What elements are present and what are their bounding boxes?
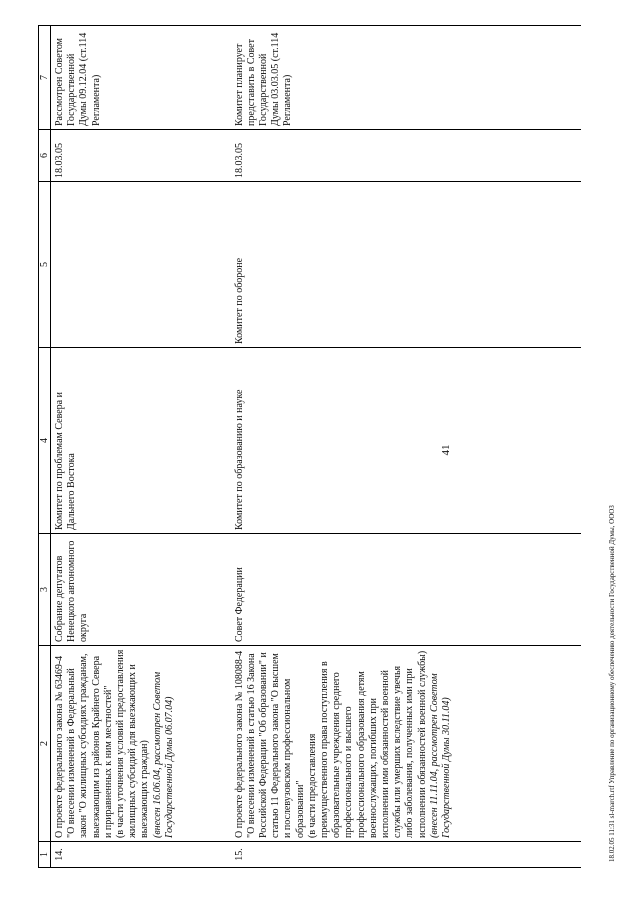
- legislation-table: [38, 25, 581, 868]
- committee-cell: Комитет по проблемам Севера и Дальнего Востока: [51, 348, 231, 534]
- column-header: 5: [39, 182, 51, 348]
- status-cell: Рассмотрен Советом Государственной Думы 09.12.04 (ст.114 Регламента): [51, 26, 231, 130]
- project-title: "О внесении изменений в статью 16 Закона Российской Федерации "Об образовании" и статью 11 Федерального закона "О высшем и послевузовском профессиональном образовании": [245, 652, 306, 838]
- header-row: [39, 26, 51, 868]
- date-cell: 18.03.05: [231, 130, 581, 182]
- project-cell: [231, 646, 581, 842]
- table-row: [231, 26, 581, 868]
- project-intro: О проекте федерального закона № 108088-4: [233, 650, 245, 838]
- table-row: [51, 26, 231, 868]
- initiator-cell: Совет Федерации: [231, 534, 581, 646]
- column-header: 2: [39, 646, 51, 842]
- page-number: 41: [440, 444, 452, 456]
- project-scope: (в части уточнения условий предоставления жилищных субсидий для выезжающих и выезжающих граждан): [115, 649, 151, 838]
- project-title: "О внесении изменений в Федеральный закон "О жилищных субсидиях гражданам, выезжающим из районов Крайнего Севера и приравненных к ним местностей": [66, 653, 114, 838]
- column-header: 4: [39, 348, 51, 534]
- co-committee-cell: Комитет по обороне: [231, 182, 581, 348]
- status-cell: Комитет планирует представить в Совет Государственной Думы 03.03.05 (ст.114 Регламента): [231, 26, 581, 130]
- project-note: (внесен 16.06.04, рассмотрен Советом Государственной Думы 06.07.04): [151, 671, 175, 838]
- row-number: 15.: [231, 842, 581, 868]
- project-intro: О проекте федерального закона № 63469-4: [54, 655, 65, 838]
- project-cell: [51, 646, 231, 842]
- initiator-cell: Собрание депутатов Ненецкого автономного округа: [51, 534, 231, 646]
- co-committee-cell: [51, 182, 231, 348]
- date-cell: 18.03.05: [51, 130, 231, 182]
- row-number: 14.: [51, 842, 231, 868]
- footer-text: 18.02.05 11:31 sl-march.rtf Управление по организационному обеспечению деятельности Государственной Думы, ОООЗ: [608, 505, 616, 862]
- column-header: 7: [39, 26, 51, 130]
- column-header: 3: [39, 534, 51, 646]
- column-header: 1: [39, 842, 51, 868]
- committee-cell: Комитет по образованию и науке: [231, 348, 581, 534]
- column-header: 6: [39, 130, 51, 182]
- project-note: (внесен 11.11.04, рассмотрен Советом Государственной Думы 30.11.04): [428, 673, 452, 838]
- project-scope: (в части предоставления преимущественного права поступления в образовательные учреждения среднего профессионального и высшего профессионального образования детям военнослужащих, погибших при исполнении ими обязанностей военной службы или умерших вследствие увечья либо заболевания, полученных ими при исполнении обязанностей военной службы): [306, 650, 428, 838]
